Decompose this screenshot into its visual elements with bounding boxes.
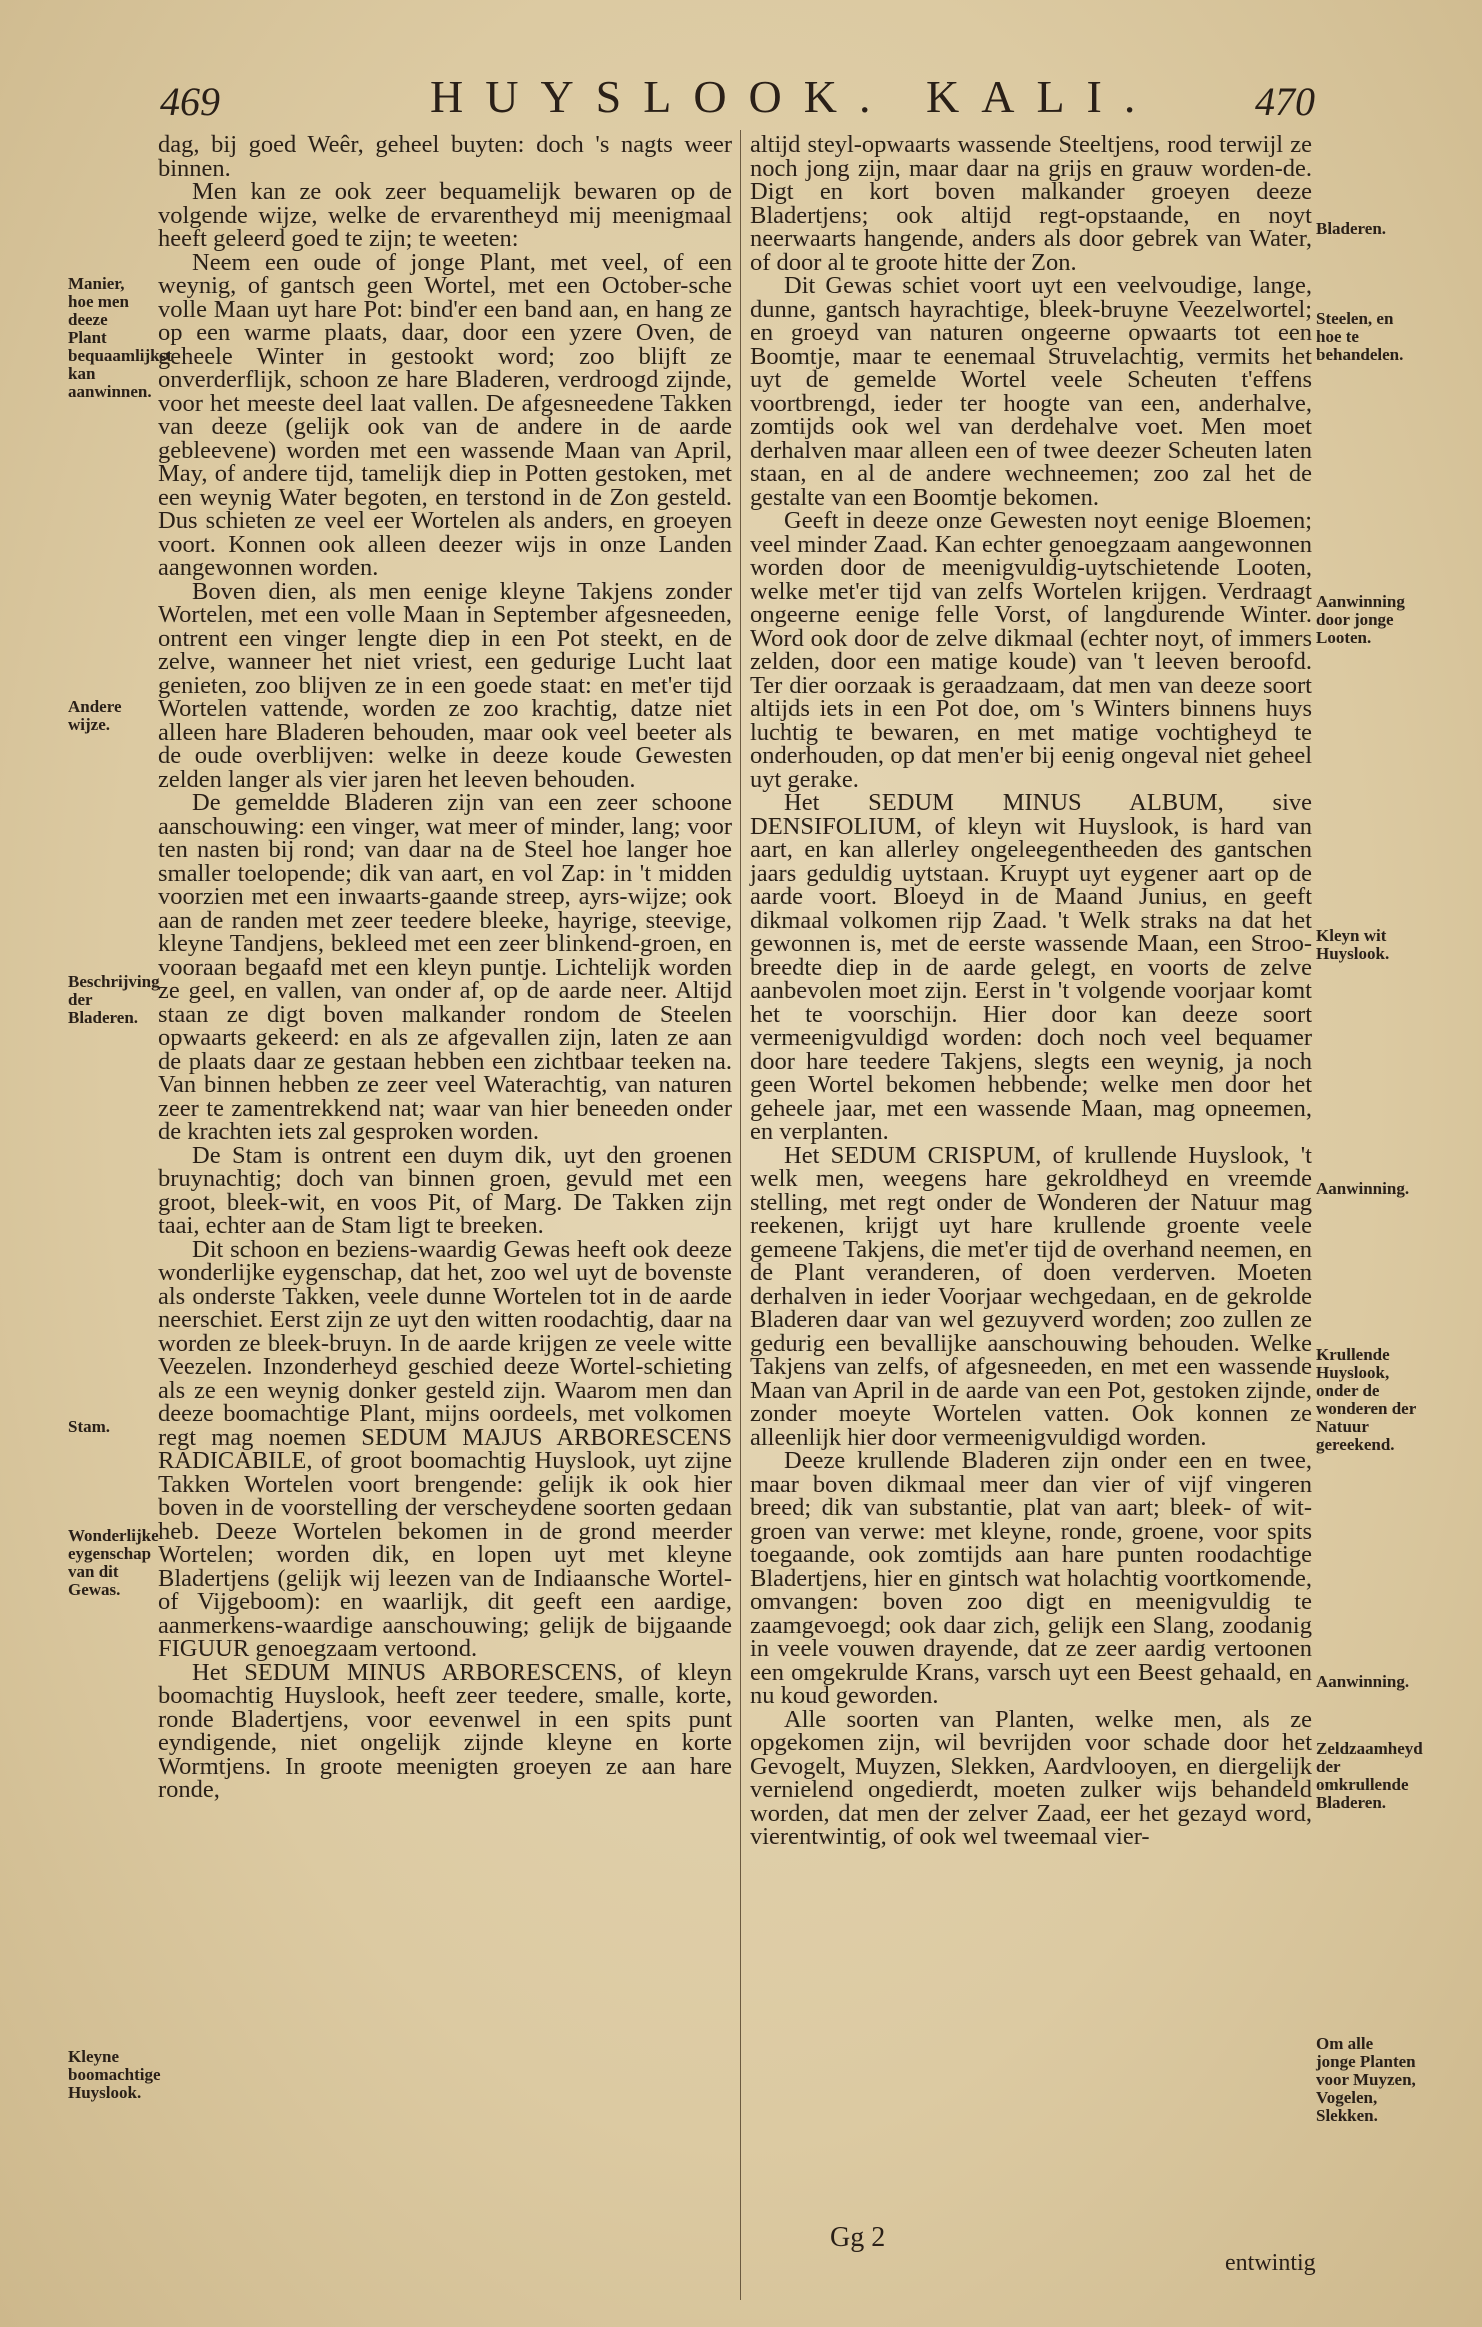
right-page-number: 470 bbox=[1255, 79, 1315, 124]
paragraph: Neem een oude of jonge Plant, met veel, of een weynig, of gantsch geen Wortel, met een October-sche volle Maan uyt hare Pot: bind'er een band aan, en hang ze op een warme plaats, daar, door een yzere Oven, de geheele Winter in gestookt word; zoo blijft ze onverderflijk, schoon ze hare Bladeren, verdroogd zijnde, voor het meeste deel laat vallen. De afgesneedene Takken van deeze (gelijk ook van de andere in de aarde gebleevene) worden met een wassende Maan van April, May, of andere tijd, tamelijk diep in Potten gestoken, met een weynig Water begoten, en terstond in de Zon gesteld. Dus schieten ze veel eer Wortelen als anders, en groeyen voort. Konnen ook alleen deezer wijs in onze Landen aangewonnen worden. bbox=[158, 248, 732, 581]
paragraph: De gemeldde Bladeren zijn van een zeer schoone aanschouwing: een vinger, wat meer of minder, lang; voor ten nasten bij rond; van daar na de Steel hoe langer hoe smaller toelopende; dik van aart, en vol Zap: in 't midden voorzien met een inwaarts-gaande streep, ayrs-wijze; ook aan de randen met zeer teedere bleeke, hayrige, steevige, kleyne Tandjens, bekleed met een zeer blinkend-groen, en vooraan begaafd met een kleyn puntje. Lichtelijk worden ze geel, en vallen, van onder af, op de aarde neer. Altijd staan ze digt boven malkander rondom de Steelen opwaarts gekeerd: en als ze afgevallen zijn, laten ze aan de plaats daar ze gestaan hebben een zichtbaar teeken na. Van binnen hebben ze zeer veel Waterachtig, van naturen zeer te zamentrekkend nat; waar van hier beneeden onder de krachten iets zal gesproken worden. bbox=[158, 789, 732, 1145]
paragraph: Het SEDUM MINUS ARBORESCENS, of kleyn boomachtig Huyslook, heeft zeer teedere, smalle, korte, ronde Bladertjens, voor eevenwel in een spits punt eyndigende, niet ongelijk zijnde kleyne en korte Wormtjens. In groote meenigten groeyen ze aan hare ronde, bbox=[158, 1658, 732, 1803]
margin-note-right: Steelen, en hoe te behandelen. bbox=[1316, 309, 1404, 364]
margin-note-right: Aanwinning. bbox=[1316, 1179, 1410, 1198]
paragraph: De Stam is ontrent een duym dik, uyt den groenen bruynachtig; doch van binnen groen, gevuld met een groot, bleek-wit, en voos Pit, of Marg. De Takken zijn taai, echter aan de Stam ligt te breeken. bbox=[158, 1141, 732, 1239]
paragraph: Alle soorten van Planten, welke men, als ze opgekomen zijn, wil bevrijden voor schade door het Gevogelt, Muyzen, Slekken, Aardvlooyen, en diergelijk vernielend ongedierdt, moeten zulker wijs behandeld worden, dat men der zelver Zaad, eer het gezayd word, vierentwintig, of ook wel tweemaal vier- bbox=[750, 1705, 1312, 1850]
catchword: entwintig bbox=[1225, 2250, 1316, 2276]
margin-note-right: Krullende Huyslook, onder de wonderen der Natuur gereekend. bbox=[1316, 1345, 1416, 1454]
right-column bbox=[750, 133, 1312, 1849]
paragraph: Dit Gewas schiet voort uyt een veelvoudige, lange, dunne, gantsch hayrachtige, bleek-bruyne Veezelwortel; en groeyd van naturen ongeerne opwaarts tot een Boomtje, maar te eenemaal Struvelachtig, vermits het uyt de gemelde Wortel veele Scheuten t'effens voortbrengd, ieder ter hoogte van een, anderhalve, zomtijds ook wel van derdehalve voet. Men moet derhalven maar alleen een of twee deezer Scheuten laten staan, en al de andere wechneemen; zoo zal het de gestalte van een Boomtje bekomen. bbox=[750, 272, 1312, 511]
margin-note-left: Beschrijving der Bladeren. bbox=[68, 972, 160, 1027]
signature-mark: Gg 2 bbox=[830, 2222, 886, 2253]
margin-note-left: Wonderlijke eygenschap van dit Gewas. bbox=[68, 1526, 159, 1599]
margin-note-right: Om alle jonge Planten voor Muyzen, Vogelen, Slekken. bbox=[1316, 2034, 1416, 2125]
margin-note-left: Kleyne boomachtige Huyslook. bbox=[68, 2047, 161, 2102]
margin-note-right: Zeldzaamheyd der omkrullende Bladeren. bbox=[1316, 1739, 1423, 1812]
margin-note-left: Manier, hoe men deeze Plant bequaamlijkst kan aanwinnen. bbox=[68, 274, 172, 401]
paragraph: Geeft in deeze onze Gewesten noyt eenige Bloemen; veel minder Zaad. Kan echter genoegzaam aangewonnen worden door de meenigvuldig-uytschietende Looten, welke met'er tijd van zelfs Wortelen krijgen. Verdraagt ongeerne eenige felle Vorst, of langdurende Winter. Word ook door de zelve dikmaal (echter noyt, of immers zelden, door een matige koude) van 't leeven beroofd. Ter dier oorzaak is geraadzaam, dat men van deeze soort altijds iets in een Pot doe, om 's Winters binnens huys luchtig te bewaren, en met matige vochtigheyd te onderhouden, op dat men'er bij eenig ongeval niet geheel uyt gerake. bbox=[750, 507, 1312, 793]
paragraph: Het SEDUM MINUS ALBUM, sive DENSIFOLIUM, of kleyn wit Huyslook, is hard van aart, en kan allerley ongeleegentheeden des gantschen jaars geduldig uytstaan. Kruypt uyt eygener aart op de aarde voort. Bloeyd in de Maand Junius, en geeft dikmaal volkomen rijp Zaad. 't Welk straks na dat het gewonnen is, met de eerste wassende Maan, een Stroo-breedte diep in de aarde gelegt, en voorts de zelve aanbevolen moet zijn. Eerst in 't volgende voorjaar komt het te voorschijn. Hier door kan deeze soort vermeenigvuldigd worden: doch noch veel bequamer door hare teedere Takjens, slegts een weynig, ja noch geen Wortel bekomen hebbende; welke men door het geheele jaar, met een wassende Maan, mag opneemen, en verplanten. bbox=[750, 789, 1312, 1145]
running-title: HUYSLOOK. KALI. bbox=[430, 71, 1158, 122]
column-divider bbox=[740, 130, 741, 2300]
paragraph: Men kan ze ook zeer bequamelijk bewaren op de volgende wijze, welke de ervarentheyd mij meenigmaal heeft geleerd goed te zijn; te weeten: bbox=[158, 178, 732, 252]
margin-note-left: Andere wijze. bbox=[68, 697, 122, 734]
margin-note-right: Aanwinning door jonge Looten. bbox=[1316, 592, 1405, 647]
page-header bbox=[0, 70, 1482, 130]
margin-note-right: Kleyn wit Huyslook. bbox=[1316, 926, 1390, 963]
paragraph: Boven dien, als men eenige kleyne Takjens zonder Wortelen, met een volle Maan in September afgesneeden, ontrent een vinger lengte diep in een Pot steekt, en de zelve, wanneer het niet vriest, een gedurige Lucht laat genieten, zoo blijven ze in een goede staat: en met'er tijd Wortelen vattende, worden ze zoo krachtig, datze niet alleen hare Bladeren behouden, maar ook veel beeter als de oude overblijven: welke in deeze koude Gewesten zelden langer als vier jaren het leeven behouden. bbox=[158, 577, 732, 793]
paragraph: altijd steyl-opwaarts wassende Steeltjens, rood terwijl ze noch jong zijn, maar daar na grijs en grauw worden-de. Digt en kort boven malkander groeyen deeze Bladertjens; ook altijd regt-opstaande, en noyt neerwaarts hangende, anders als door gebrek van Water, of door al te groote hitte der Zon. bbox=[750, 131, 1312, 276]
margin-note-right: Aanwinning. bbox=[1316, 1672, 1410, 1691]
left-page-number: 469 bbox=[160, 79, 220, 124]
margin-note-right: Bladeren. bbox=[1316, 219, 1387, 238]
paragraph: Deeze krullende Bladeren zijn onder een en twee, maar boven dikmaal meer dan vier of vijf vingeren breed; dik van substantie, plat van aart; bleek- of wit-groen van verwe: met kleyne, ronde, groene, voor spits toegaande, ook zomtijds aan hare punten roodachtige Bladertjens, hier en gintsch wat holachtig voortkomende, omvangen: boven zoo digt en meenigvuldig te zaamgevoegd; ook daar zich, gelijk een Slang, zoodanig in veele vouwen drayende, dat ze zeer aardig vertoonen een omgekrulde Krans, varsch uyt een Beest gehaald, en nu koud geworden. bbox=[750, 1447, 1312, 1709]
left-column bbox=[158, 133, 732, 1802]
margin-note-left: Stam. bbox=[68, 1417, 111, 1436]
paragraph: Het SEDUM CRISPUM, of krullende Huyslook, 't welk men, weegens hare gekroldheyd en vreemde stelling, met regt onder de Wonderen der Natuur mag reekenen, krijgt uyt hare krullende groente veele gemeene Takjens, die met'er tijd de overhand neemen, en de Plant veranderen, of doen verderven. Moeten derhalven in ieder Voorjaar wechgedaan, en de gekrolde Bladeren daar van wel gezuyverd worden; zoo zullen ze gedurig een bevallijke aanschouwing behouden. Welke Takjens van zelfs, of afgesneeden, en met een wassende Maan van April in de aarde van een Pot, gestoken zijnde, zonder moeyte Wortelen vatten. Ook konnen ze alleenlijk hier door vermeenigvuldigd worden. bbox=[750, 1141, 1312, 1451]
paragraph: Dit schoon en beziens-waardig Gewas heeft ook deeze wonderlijke eygenschap, dat het, zoo wel uyt de bovenste als onderste Takken, veele dunne Wortelen tot in de aarde neerschiet. Eerst zijn ze uyt den witten roodachtig, daar na worden ze bleek-bruyn. In de aarde krijgen ze veele witte Veezelen. Inzonderheyd geschied deeze Wortel-schieting als ze een weynig donker gesteld zijn. Waarom men dan deeze boomachtige Plant, mijns oordeels, met volkomen regt mag noemen SEDUM MAJUS ARBORESCENS RADICABILE, of groot boomachtig Huyslook, uyt zijne Takken Wortelen voort brengende: gelijk ik ook hier boven in de voorstelling der verscheydene soorten gedaan heb. Deeze Wortelen bekomen in de grond meerder Wortelen; worden dik, en lopen uyt met kleyne Bladertjens (gelijk wij leezen van de Indiaansche Wortel- of Vijgeboom): en waarlijk, dit geeft een aardige, aanmerkens-waardige aanschouwing; gelijk de bijgaande FIGUUR genoegzaam vertoond. bbox=[158, 1235, 732, 1662]
paragraph: dag, bij goed Weêr, geheel buyten: doch 's nagts weer binnen. bbox=[158, 131, 732, 182]
